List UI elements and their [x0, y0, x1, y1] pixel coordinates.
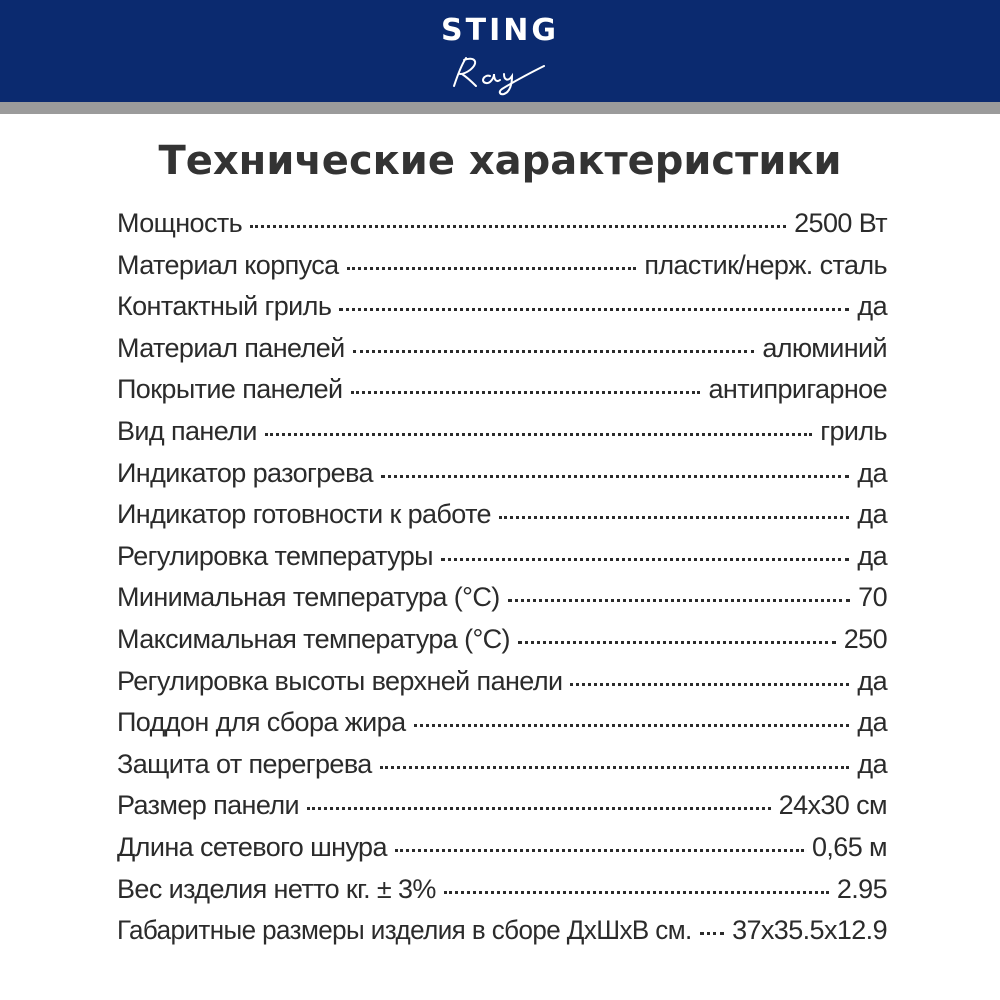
dot-leader	[700, 932, 724, 935]
spec-label: Мощность	[117, 208, 243, 238]
spec-row	[117, 582, 887, 624]
spec-value: алюминий	[762, 332, 887, 363]
dot-leader	[351, 391, 701, 394]
spec-value: антипригарное	[708, 374, 887, 405]
spec-label: Покрытие панелей	[117, 374, 343, 405]
spec-value: да	[857, 665, 887, 696]
spec-row	[117, 707, 887, 749]
header-divider	[0, 102, 1000, 114]
spec-value: да	[857, 291, 887, 322]
spec-label: Индикатор разогрева	[117, 457, 373, 488]
spec-row	[117, 624, 887, 666]
spec-value: да	[857, 748, 887, 779]
spec-label: Материал корпуса	[117, 249, 339, 280]
spec-row	[117, 749, 887, 791]
spec-value: 0,65 м	[811, 831, 887, 862]
spec-label: Поддон для сбора жира	[117, 707, 406, 738]
brand-logo	[0, 14, 1000, 94]
dot-leader	[518, 641, 836, 644]
spec-label: Регулировка температуры	[117, 540, 433, 571]
spec-row	[117, 790, 887, 832]
brand-name: STING	[441, 13, 559, 48]
dot-leader	[250, 225, 786, 228]
spec-row	[117, 874, 887, 916]
spec-row	[117, 291, 887, 333]
dot-leader	[444, 891, 829, 894]
spec-label: Материал панелей	[117, 332, 345, 363]
spec-label: Регулировка высоты верхней панели	[117, 665, 563, 696]
spec-row	[117, 499, 887, 541]
brand-header	[0, 0, 1000, 102]
spec-value: гриль	[820, 415, 887, 446]
spec-row	[117, 541, 887, 583]
spec-row	[117, 915, 887, 957]
dot-leader	[499, 516, 849, 519]
spec-value: 250	[843, 623, 887, 654]
dot-leader	[380, 766, 850, 769]
spec-row	[117, 666, 887, 708]
spec-label: Минимальная температура (°C)	[117, 582, 500, 613]
dot-leader	[395, 849, 804, 852]
page-title: Технические характеристики	[158, 138, 842, 184]
spec-value: да	[857, 707, 887, 738]
spec-label: Индикатор готовности к работе	[117, 499, 491, 530]
dot-leader	[347, 267, 637, 270]
spec-value: да	[857, 540, 887, 571]
spec-row	[117, 458, 887, 500]
spec-value: да	[857, 457, 887, 488]
spec-row	[117, 208, 887, 250]
spec-label: Защита от перегрева	[117, 748, 372, 779]
spec-label: Размер панели	[117, 790, 300, 821]
dot-leader	[570, 683, 849, 686]
spec-value: да	[857, 499, 887, 530]
dot-leader	[441, 558, 849, 561]
spec-label: Максимальная температура (°C)	[117, 623, 510, 654]
dot-leader	[353, 350, 755, 353]
spec-label: Габаритные размеры изделия в сборе ДхШхВ см.	[117, 915, 692, 946]
spec-row	[117, 374, 887, 416]
spec-label: Контактный гриль	[117, 291, 332, 322]
dot-leader	[265, 433, 812, 436]
spec-list	[117, 208, 887, 957]
spec-label: Вес изделия нетто кг. ± 3%	[117, 873, 436, 904]
dot-leader	[307, 807, 771, 810]
spec-value: 2.95	[836, 873, 887, 904]
dot-leader	[414, 724, 850, 727]
spec-value: 24x30 см	[778, 790, 887, 821]
spec-value: пластик/нерж. сталь	[644, 249, 887, 280]
spec-row	[117, 333, 887, 375]
spec-label: Длина сетевого шнура	[117, 831, 387, 862]
spec-row	[117, 416, 887, 458]
spec-row	[117, 832, 887, 874]
dot-leader	[508, 599, 851, 602]
dot-leader	[339, 308, 849, 311]
spec-label: Вид панели	[117, 415, 257, 446]
spec-value: 37x35.5x12.9	[732, 915, 887, 946]
spec-value: 70	[858, 582, 887, 613]
spec-value: 2500 Вт	[794, 208, 887, 238]
dot-leader	[381, 475, 849, 478]
spec-row	[117, 250, 887, 292]
brand-script-logo	[440, 52, 560, 96]
